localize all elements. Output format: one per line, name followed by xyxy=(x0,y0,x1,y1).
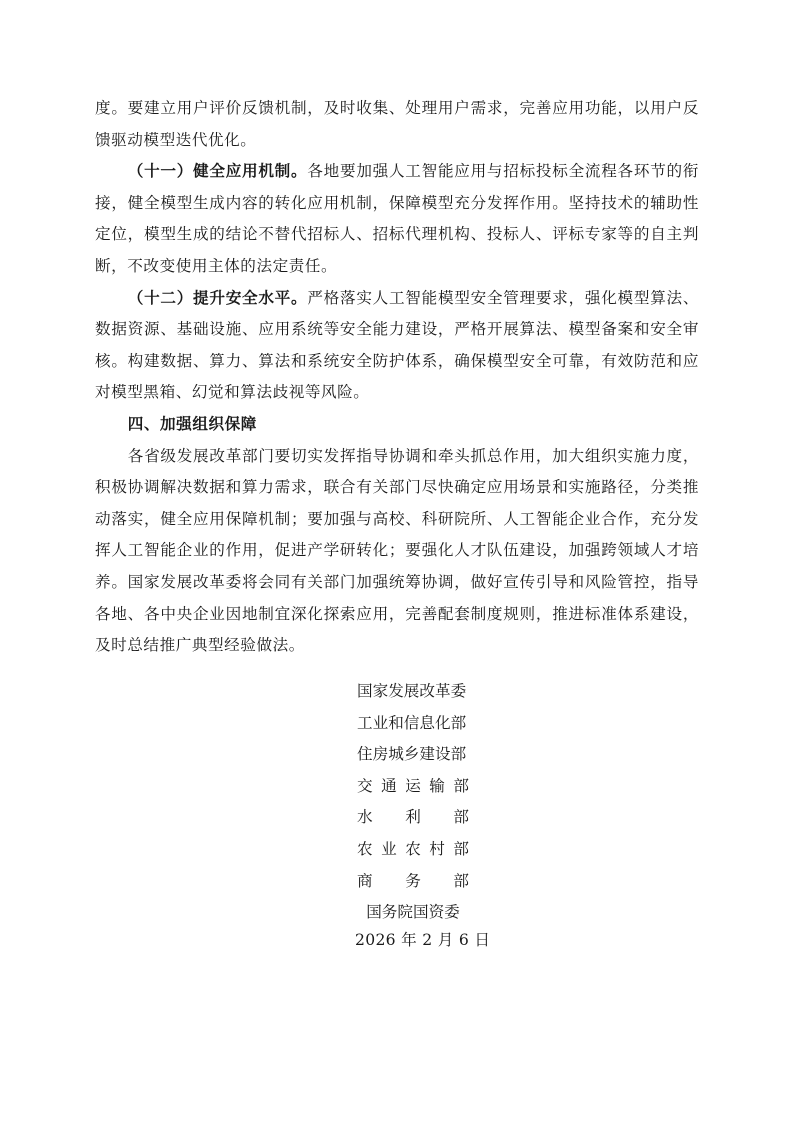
signatory-char: 村 xyxy=(429,839,445,858)
signatory-char: 业 xyxy=(381,839,397,858)
signatory xyxy=(357,739,469,771)
signatory xyxy=(357,676,469,708)
signatory-char: 通 xyxy=(381,776,397,795)
paragraph-continuation: 度。要建立用户评价反馈机制，及时收集、处理用户需求，完善应用功能，以用户反馈驱动模型迭代优化。 xyxy=(95,99,699,149)
signatory-char: 部 xyxy=(453,808,469,827)
signatory-char: 输 xyxy=(429,776,445,795)
signatory-char: 部 xyxy=(453,839,469,858)
signatory xyxy=(357,897,469,929)
signatory-name: 国家发展改革委 xyxy=(357,682,467,700)
part-4-heading: 四、加强组织保障 xyxy=(127,414,257,433)
section-12-title: （十二）提升安全水平。 xyxy=(127,288,308,307)
signatory-block xyxy=(357,676,477,929)
section-11-title: （十一）健全应用机制。 xyxy=(127,162,308,181)
signatory-char: 农 xyxy=(405,839,421,858)
signatory-char: 部 xyxy=(453,871,469,890)
document-body xyxy=(95,93,699,662)
signatory-char: 运 xyxy=(405,776,421,795)
signatory xyxy=(357,834,469,866)
signatory-name: 住房城乡建设部 xyxy=(357,745,467,764)
signatory-char: 商 xyxy=(357,871,373,890)
paragraph-section-12 xyxy=(95,283,699,409)
paragraph-part-4: 各省级发展改革部门要切实发挥指导协调和牵头抓总作用，加大组织实施力度，积极协调解决数据和算力需求，联合有关部门尽快确定应用场景和实施路径，分类推动落实，健全应用保障机制；要加强与高校、科研院所、人工智能企业合作，充分发挥人工智能企业的作用，促进产学研转化；要强化人才队伍建设，加强跨领域人才培养。国家发展改革委将会同有关部门加强统筹协调，做好宣传引导和风险管控，指导各地、各中央企业因地制宜深化探索应用，完善配套制度规则，推进标准体系建设，及时总结推广典型经验做法。 xyxy=(95,446,699,655)
signatory-char: 部 xyxy=(453,776,469,795)
signatory-char: 交 xyxy=(357,776,373,795)
signatory xyxy=(357,708,469,740)
signatory xyxy=(357,866,469,898)
section-12-body: 严格落实人工智能模型安全管理要求，强化模型算法、数据资源、基础设施、应用系统等安全能力建设，严格开展算法、模型备案和安全审核。构建数据、算力、算法和系统安全防护体系，确保模型安全可靠，有效防范和应对模型黑箱、幻觉和算法歧视等风险。 xyxy=(95,288,699,402)
issue-date: 2026 年 2 月 6 日 xyxy=(355,931,491,949)
signatory-name: 国务院国资委 xyxy=(366,903,460,922)
signatory-char: 务 xyxy=(405,871,421,890)
paragraph-section-11 xyxy=(95,156,699,282)
signatory-char: 利 xyxy=(405,808,421,827)
signatory xyxy=(357,802,469,834)
signatory-name: 工业和信息化部 xyxy=(357,713,467,732)
signatory xyxy=(357,771,469,803)
section-11-body: 各地要加强人工智能应用与招标投标全流程各环节的衔接，健全模型生成内容的转化应用机制，保障模型充分发挥作用。坚持技术的辅助性定位，模型生成的结论不替代招标人、招标代理机构、投标人、评标专家等的自主判断，不改变使用主体的法定责任。 xyxy=(95,162,699,275)
signatory-char: 农 xyxy=(357,839,373,858)
signatory-char: 水 xyxy=(357,808,373,827)
